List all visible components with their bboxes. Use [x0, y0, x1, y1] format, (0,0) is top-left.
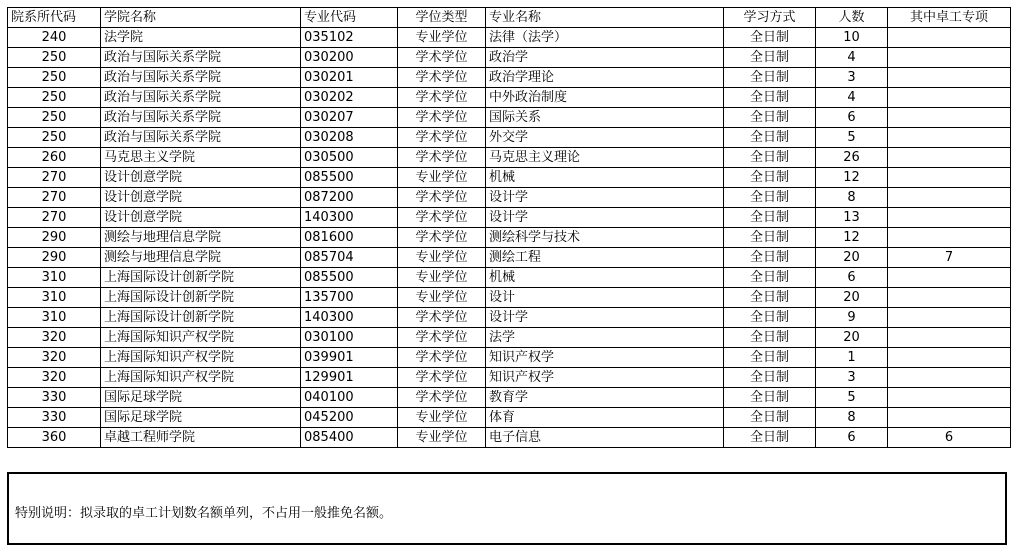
count-cell: 5 — [816, 388, 888, 408]
count-cell: 6 — [816, 108, 888, 128]
header-college-name: 学院名称 — [101, 8, 301, 28]
count-cell: 10 — [816, 28, 888, 48]
major-name-cell: 政治学 — [486, 48, 724, 68]
table-row — [8, 28, 1011, 48]
count-cell: 4 — [816, 48, 888, 68]
count-cell: 20 — [816, 328, 888, 348]
special-count-cell — [888, 268, 1011, 288]
major-name-cell: 设计学 — [486, 208, 724, 228]
major-code-cell: 085704 — [301, 248, 398, 268]
table-row — [8, 268, 1011, 288]
major-name-cell: 外交学 — [486, 128, 724, 148]
table-row — [8, 68, 1011, 88]
table-row — [8, 328, 1011, 348]
dept-code-cell: 270 — [8, 208, 101, 228]
college-name-cell: 测绘与地理信息学院 — [101, 228, 301, 248]
special-count-cell: 6 — [888, 428, 1011, 448]
major-code-cell: 087200 — [301, 188, 398, 208]
degree-type-cell: 专业学位 — [398, 248, 486, 268]
special-count-cell — [888, 368, 1011, 388]
table-row — [8, 428, 1011, 448]
major-name-cell: 中外政治制度 — [486, 88, 724, 108]
count-cell: 1 — [816, 348, 888, 368]
college-name-cell: 卓越工程师学院 — [101, 428, 301, 448]
major-code-cell: 081600 — [301, 228, 398, 248]
special-count-cell — [888, 348, 1011, 368]
count-cell: 6 — [816, 268, 888, 288]
major-name-cell: 设计 — [486, 288, 724, 308]
degree-type-cell: 专业学位 — [398, 408, 486, 428]
table-row — [8, 168, 1011, 188]
table-row — [8, 128, 1011, 148]
study-mode-cell: 全日制 — [724, 428, 816, 448]
study-mode-cell: 全日制 — [724, 288, 816, 308]
major-code-cell: 030201 — [301, 68, 398, 88]
college-name-cell: 政治与国际关系学院 — [101, 48, 301, 68]
major-code-cell: 045200 — [301, 408, 398, 428]
major-name-cell: 电子信息 — [486, 428, 724, 448]
table-row — [8, 308, 1011, 328]
major-name-cell: 设计学 — [486, 188, 724, 208]
table-row — [8, 228, 1011, 248]
major-code-cell: 040100 — [301, 388, 398, 408]
college-name-cell: 马克思主义学院 — [101, 148, 301, 168]
degree-type-cell: 学术学位 — [398, 228, 486, 248]
degree-type-cell: 学术学位 — [398, 308, 486, 328]
header-degree-type: 学位类型 — [398, 8, 486, 28]
major-code-cell: 039901 — [301, 348, 398, 368]
college-name-cell: 上海国际知识产权学院 — [101, 348, 301, 368]
study-mode-cell: 全日制 — [724, 148, 816, 168]
special-count-cell — [888, 68, 1011, 88]
special-count-cell — [888, 408, 1011, 428]
dept-code-cell: 270 — [8, 188, 101, 208]
major-name-cell: 测绘科学与技术 — [486, 228, 724, 248]
header-study-mode: 学习方式 — [724, 8, 816, 28]
study-mode-cell: 全日制 — [724, 388, 816, 408]
dept-code-cell: 290 — [8, 228, 101, 248]
dept-code-cell: 320 — [8, 328, 101, 348]
special-note: 特别说明：拟录取的卓工计划数名额单列，不占用一般推免名额。 — [15, 506, 393, 521]
study-mode-cell: 全日制 — [724, 308, 816, 328]
major-name-cell: 政治学理论 — [486, 68, 724, 88]
study-mode-cell: 全日制 — [724, 28, 816, 48]
special-count-cell — [888, 288, 1011, 308]
major-code-cell: 140300 — [301, 308, 398, 328]
college-name-cell: 上海国际知识产权学院 — [101, 328, 301, 348]
count-cell: 3 — [816, 368, 888, 388]
college-name-cell: 测绘与地理信息学院 — [101, 248, 301, 268]
dept-code-cell: 320 — [8, 348, 101, 368]
degree-type-cell: 学术学位 — [398, 108, 486, 128]
major-name-cell: 国际关系 — [486, 108, 724, 128]
dept-code-cell: 310 — [8, 288, 101, 308]
study-mode-cell: 全日制 — [724, 128, 816, 148]
college-name-cell: 设计创意学院 — [101, 188, 301, 208]
dept-code-cell: 320 — [8, 368, 101, 388]
count-cell: 3 — [816, 68, 888, 88]
study-mode-cell: 全日制 — [724, 228, 816, 248]
major-name-cell: 知识产权学 — [486, 368, 724, 388]
study-mode-cell: 全日制 — [724, 48, 816, 68]
college-name-cell: 上海国际设计创新学院 — [101, 308, 301, 328]
special-count-cell — [888, 168, 1011, 188]
special-count-cell — [888, 308, 1011, 328]
special-count-cell — [888, 48, 1011, 68]
count-cell: 5 — [816, 128, 888, 148]
table-row — [8, 368, 1011, 388]
college-name-cell: 国际足球学院 — [101, 408, 301, 428]
major-code-cell: 030100 — [301, 328, 398, 348]
dept-code-cell: 270 — [8, 168, 101, 188]
study-mode-cell: 全日制 — [724, 68, 816, 88]
degree-type-cell: 学术学位 — [398, 208, 486, 228]
degree-type-cell: 学术学位 — [398, 188, 486, 208]
table-row — [8, 388, 1011, 408]
major-code-cell: 129901 — [301, 368, 398, 388]
count-cell: 12 — [816, 228, 888, 248]
degree-type-cell: 学术学位 — [398, 348, 486, 368]
note-box — [7, 472, 1007, 545]
major-name-cell: 机械 — [486, 168, 724, 188]
major-code-cell: 030202 — [301, 88, 398, 108]
degree-type-cell: 学术学位 — [398, 88, 486, 108]
degree-type-cell: 专业学位 — [398, 268, 486, 288]
degree-type-cell: 学术学位 — [398, 388, 486, 408]
count-cell: 20 — [816, 248, 888, 268]
study-mode-cell: 全日制 — [724, 108, 816, 128]
special-count-cell — [888, 148, 1011, 168]
college-name-cell: 设计创意学院 — [101, 168, 301, 188]
major-code-cell: 035102 — [301, 28, 398, 48]
special-count-cell — [888, 388, 1011, 408]
admission-table — [7, 7, 1011, 448]
special-count-cell — [888, 28, 1011, 48]
dept-code-cell: 310 — [8, 308, 101, 328]
degree-type-cell: 学术学位 — [398, 48, 486, 68]
college-name-cell: 上海国际设计创新学院 — [101, 288, 301, 308]
special-count-cell — [888, 108, 1011, 128]
degree-type-cell: 学术学位 — [398, 368, 486, 388]
special-count-cell: 7 — [888, 248, 1011, 268]
major-name-cell: 马克思主义理论 — [486, 148, 724, 168]
degree-type-cell: 专业学位 — [398, 428, 486, 448]
table-row — [8, 108, 1011, 128]
dept-code-cell: 310 — [8, 268, 101, 288]
major-code-cell: 135700 — [301, 288, 398, 308]
major-code-cell: 030208 — [301, 128, 398, 148]
table-row — [8, 188, 1011, 208]
college-name-cell: 上海国际设计创新学院 — [101, 268, 301, 288]
study-mode-cell: 全日制 — [724, 88, 816, 108]
major-name-cell: 机械 — [486, 268, 724, 288]
study-mode-cell: 全日制 — [724, 248, 816, 268]
major-name-cell: 体育 — [486, 408, 724, 428]
major-code-cell: 030207 — [301, 108, 398, 128]
college-name-cell: 政治与国际关系学院 — [101, 88, 301, 108]
dept-code-cell: 330 — [8, 408, 101, 428]
table-row — [8, 408, 1011, 428]
major-code-cell: 030200 — [301, 48, 398, 68]
dept-code-cell: 250 — [8, 48, 101, 68]
college-name-cell: 设计创意学院 — [101, 208, 301, 228]
degree-type-cell: 学术学位 — [398, 148, 486, 168]
major-name-cell: 法律（法学） — [486, 28, 724, 48]
header-dept-code: 院系所代码 — [8, 8, 101, 28]
table-row — [8, 248, 1011, 268]
count-cell: 4 — [816, 88, 888, 108]
degree-type-cell: 学术学位 — [398, 328, 486, 348]
count-cell: 6 — [816, 428, 888, 448]
table-row — [8, 288, 1011, 308]
dept-code-cell: 360 — [8, 428, 101, 448]
college-name-cell: 上海国际知识产权学院 — [101, 368, 301, 388]
degree-type-cell: 学术学位 — [398, 68, 486, 88]
table-row — [8, 348, 1011, 368]
count-cell: 9 — [816, 308, 888, 328]
degree-type-cell: 专业学位 — [398, 168, 486, 188]
study-mode-cell: 全日制 — [724, 408, 816, 428]
count-cell: 8 — [816, 188, 888, 208]
college-name-cell: 法学院 — [101, 28, 301, 48]
major-code-cell: 085400 — [301, 428, 398, 448]
count-cell: 26 — [816, 148, 888, 168]
dept-code-cell: 250 — [8, 68, 101, 88]
header-major-code: 专业代码 — [301, 8, 398, 28]
college-name-cell: 政治与国际关系学院 — [101, 68, 301, 88]
study-mode-cell: 全日制 — [724, 328, 816, 348]
major-name-cell: 法学 — [486, 328, 724, 348]
degree-type-cell: 专业学位 — [398, 288, 486, 308]
study-mode-cell: 全日制 — [724, 208, 816, 228]
count-cell: 12 — [816, 168, 888, 188]
dept-code-cell: 250 — [8, 128, 101, 148]
college-name-cell: 政治与国际关系学院 — [101, 128, 301, 148]
count-cell: 8 — [816, 408, 888, 428]
special-count-cell — [888, 228, 1011, 248]
major-name-cell: 设计学 — [486, 308, 724, 328]
dept-code-cell: 250 — [8, 88, 101, 108]
header-special-count: 其中卓工专项 — [888, 8, 1011, 28]
admission-table-container — [7, 7, 1010, 448]
major-name-cell: 测绘工程 — [486, 248, 724, 268]
study-mode-cell: 全日制 — [724, 268, 816, 288]
major-name-cell: 知识产权学 — [486, 348, 724, 368]
study-mode-cell: 全日制 — [724, 168, 816, 188]
table-row — [8, 88, 1011, 108]
study-mode-cell: 全日制 — [724, 188, 816, 208]
degree-type-cell: 学术学位 — [398, 128, 486, 148]
degree-type-cell: 专业学位 — [398, 28, 486, 48]
major-code-cell: 140300 — [301, 208, 398, 228]
major-name-cell: 教育学 — [486, 388, 724, 408]
table-row — [8, 208, 1011, 228]
count-cell: 13 — [816, 208, 888, 228]
dept-code-cell: 290 — [8, 248, 101, 268]
study-mode-cell: 全日制 — [724, 348, 816, 368]
header-count: 人数 — [816, 8, 888, 28]
table-row — [8, 48, 1011, 68]
table-header-row — [8, 8, 1011, 28]
special-count-cell — [888, 88, 1011, 108]
special-count-cell — [888, 208, 1011, 228]
dept-code-cell: 260 — [8, 148, 101, 168]
count-cell: 20 — [816, 288, 888, 308]
major-code-cell: 030500 — [301, 148, 398, 168]
table-row — [8, 148, 1011, 168]
study-mode-cell: 全日制 — [724, 368, 816, 388]
table-body — [8, 28, 1011, 448]
major-code-cell: 085500 — [301, 268, 398, 288]
special-count-cell — [888, 128, 1011, 148]
major-code-cell: 085500 — [301, 168, 398, 188]
special-count-cell — [888, 328, 1011, 348]
special-count-cell — [888, 188, 1011, 208]
college-name-cell: 国际足球学院 — [101, 388, 301, 408]
dept-code-cell: 250 — [8, 108, 101, 128]
header-major-name: 专业名称 — [486, 8, 724, 28]
dept-code-cell: 330 — [8, 388, 101, 408]
college-name-cell: 政治与国际关系学院 — [101, 108, 301, 128]
dept-code-cell: 240 — [8, 28, 101, 48]
